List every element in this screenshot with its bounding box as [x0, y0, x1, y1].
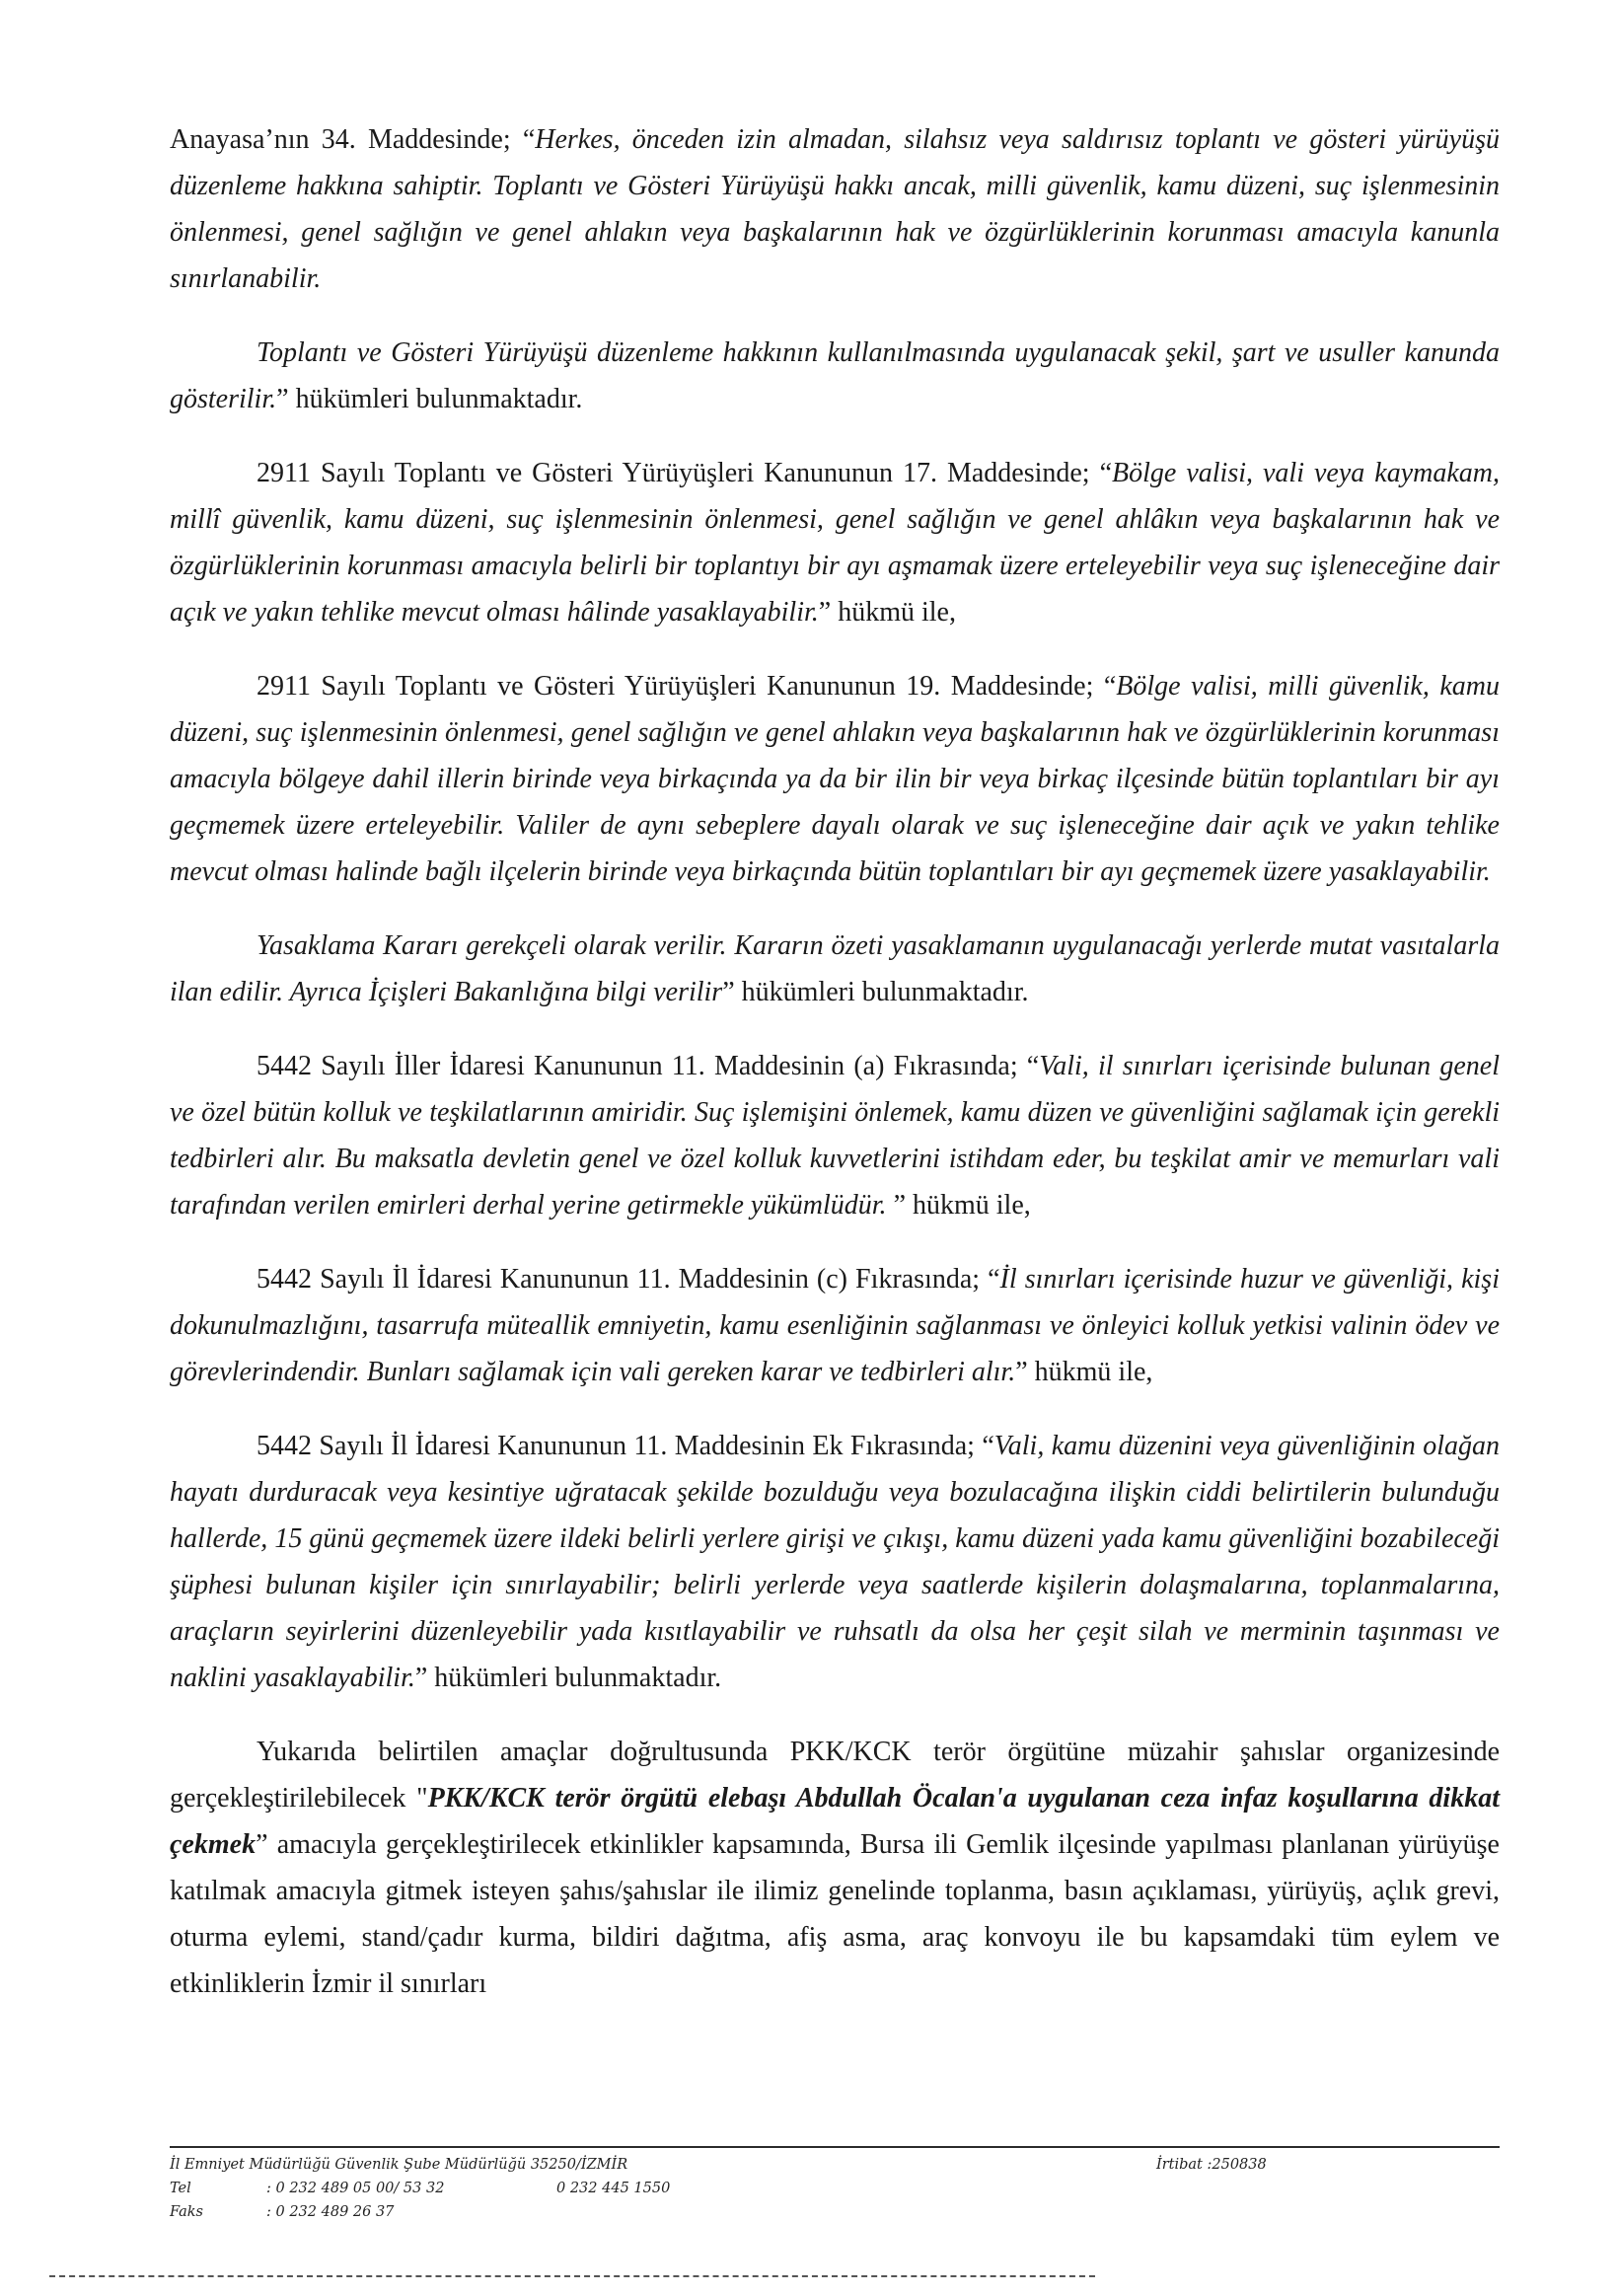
- paragraph-segment: Yukarıda belirtilen amaçlar doğrultusunda PKK/KCK terör örgütüne müzahir şahıslar organizesinde gerçekleştirilebilecek ": [170, 1737, 1500, 1814]
- paragraph-segment: PKK/KCK terör örgütü elebaşı Abdullah Öcalan'a uygulanan ceza infaz koşullarına dikkat çekmek: [170, 1783, 1500, 1860]
- paragraph-5442-md11c: [170, 1256, 1500, 1395]
- footer-address: İl Emniyet Müdürlüğü Güvenlik Şube Müdürlüğü 35250/İZMİR: [170, 2157, 628, 2173]
- paragraph-anayasa-34-cont: [170, 330, 1500, 422]
- paragraph-segment: Bölge valisi, vali veya kaymakam, millî güvenlik, kamu düzeni, suç işlenmesinin önlenmesi, genel sağlığın ve genel ahlâkın veya başkalarının hak ve özgürlüklerinin korunması amacıyla belirli bir toplantıyı bir ayı aşmamak üzere erteleyebilir veya suç işleneceğine dair açık ve yakın tehlike mevcut olması hâlinde yasaklayabilir.: [170, 458, 1500, 628]
- bottom-dashed-line: [49, 2275, 1095, 2277]
- paragraph-segment: Anayasa’nın 34. Maddesinde; “: [170, 124, 536, 155]
- paragraph-2911-md17: [170, 450, 1500, 635]
- paragraph-segment: Bölge valisi, milli güvenlik, kamu düzeni, suç işlenmesinin önlenmesi, genel sağlığın ve genel ahlakın veya başkalarının hak ve özgürlüklerinin korunması amacıyla bölgeye dahil illerin birinde veya birkaçında ya da bir ilin bir veya birkaç ilçesinde bütün toplantıları bir ayı geçmemek üzere erteleyebilir. Valiler de aynı sebeplere dayalı olarak ve suç işleneceğine dair açık ve yakın tehlike mevcut olması halinde bağlı ilçelerin birinde veya birkaçında bütün toplantıları bir ayı geçmemek üzere yasaklayabilir.: [170, 671, 1500, 887]
- paragraph-segment: ” hükmü ile,: [818, 597, 956, 628]
- footer-tel-value-2: 0 232 445 1550: [556, 2181, 671, 2196]
- paragraph-segment: Vali, il sınırları içerisinde bulunan genel ve özel bütün kolluk ve teşkilatlarının amiridir. Suç işlemişini önlemek, kamu düzen ve güvenliğini sağlamak için gerekli tedbirleri alır. Bu maksatla devletin genel ve özel kolluk kuvvetlerini istihdam eder, bu teşkilat amir ve memurları vali tarafından verilen emirleri derhal yerine getirmekle yükümlüdür.: [170, 1051, 1500, 1221]
- footer-fax-value: : 0 232 489 26 37: [266, 2204, 395, 2220]
- paragraph-segment: Yasaklama Kararı gerekçeli olarak verilir. Kararın özeti yasaklamanın uygulanacağı yerlerde mutat vasıtalarla ilan edilir. Ayrıca İçişleri Bakanlığına bilgi verilir: [170, 930, 1500, 1007]
- paragraph-segment: ” hükmü ile,: [1015, 1357, 1153, 1387]
- footer-divider: [170, 2146, 1500, 2148]
- paragraph-segment: 5442 Sayılı İl İdaresi Kanununun 11. Maddesinin Ek Fıkrasında; “: [257, 1431, 994, 1461]
- document-body: [170, 116, 1500, 2027]
- footer-tel-label: Tel: [170, 2181, 191, 2196]
- paragraph-segment: 2911 Sayılı Toplantı ve Gösteri Yürüyüşleri Kanununun 19. Maddesinde; “: [257, 671, 1117, 702]
- footer-tel-value: : 0 232 489 05 00/ 53 32: [266, 2181, 445, 2196]
- footer-fax-label: Faks: [170, 2204, 203, 2220]
- paragraph-segment: Toplantı ve Gösteri Yürüyüşü düzenleme hakkının kullanılmasında uygulanacak şekil, şart ve usuller kanunda gösterilir.: [170, 337, 1500, 414]
- paragraph-2911-md19: [170, 663, 1500, 895]
- paragraph-segment: İl sınırları içerisinde huzur ve güvenliği, kişi dokunulmazlığını, tasarrufa müteallik emniyetin, kamu esenliğinin sağlanması ve önleyici kolluk yetkisi valinin ödev ve görevlerindendir. Bunları sağlamak için vali gereken karar ve tedbirleri alır.: [170, 1264, 1500, 1387]
- paragraph-segment: 2911 Sayılı Toplantı ve Gösteri Yürüyüşleri Kanununun 17. Maddesinde; “: [257, 458, 1113, 488]
- paragraph-segment: ” hükümleri bulunmaktadır.: [276, 384, 583, 414]
- paragraph-5442-md11a: [170, 1043, 1500, 1228]
- paragraph-segment: 5442 Sayılı İller İdaresi Kanununun 11. Maddesinin (a) Fıkrasında; “: [257, 1051, 1040, 1081]
- paragraph-2911-md19-cont: [170, 923, 1500, 1015]
- paragraph-segment: ” hükmü ile,: [886, 1190, 1031, 1221]
- paragraph-anayasa-34: [170, 116, 1500, 302]
- paragraph-segment: Vali, kamu düzenini veya güvenliğinin olağan hayatı durduracak veya kesintiye uğratacak şekilde bozulduğu veya bozulacağına ilişkin ciddi belirtilerin bulunduğu hallerde, 15 günü geçmemek üzere ildeki belirli yerlere girişi ve çıkışı, kamu düzeni yada kamu güvenliğini bozabileceği şüphesi bulunan kişiler için sınırlayabilir; belirli yerlerde veya saatlerde kişilerin dolaşmalarına, toplanmalarına, araçların seyirlerini düzenleyebilir yada kısıtlayabilir ve ruhsatlı da olsa her çeşit silah ve merminin taşınması ve naklini yasaklayabilir.: [170, 1431, 1500, 1693]
- paragraph-segment: ” hükümleri bulunmaktadır.: [414, 1663, 722, 1693]
- paragraph-decision: [170, 1729, 1500, 2007]
- paragraph-5442-md11-ek: [170, 1423, 1500, 1701]
- footer-contact: İrtibat :250838: [1156, 2157, 1267, 2173]
- paragraph-segment: ” hükümleri bulunmaktadır.: [722, 977, 1029, 1007]
- page-footer: [170, 2153, 1500, 2224]
- paragraph-segment: Herkes, önceden izin almadan, silahsız veya saldırısız toplantı ve gösteri yürüyüşü düzenleme hakkına sahiptir. Toplantı ve Gösteri Yürüyüşü hakkı ancak, milli güvenlik, kamu düzeni, suç işlenmesinin önlenmesi, genel sağlığın ve genel ahlakın veya başkalarının hak ve özgürlüklerinin korunması amacıyla kanunla sınırlanabilir.: [170, 124, 1500, 294]
- paragraph-segment: ” amacıyla gerçekleştirilecek etkinlikler kapsamında, Bursa ili Gemlik ilçesinde yapılması planlanan yürüyüşe katılmak amacıyla gitmek isteyen şahıs/şahıslar ile ilimiz genelinde toplanma, basın açıklaması, yürüyüş, açlık grevi, oturma eylemi, stand/çadır kurma, bildiri dağıtma, afiş asma, araç konvoyu ile bu kapsamdaki tüm eylem ve etkinliklerin İzmir il sınırları: [170, 1829, 1500, 1999]
- paragraph-segment: 5442 Sayılı İl İdaresi Kanununun 11. Maddesinin (c) Fıkrasında; “: [257, 1264, 1000, 1295]
